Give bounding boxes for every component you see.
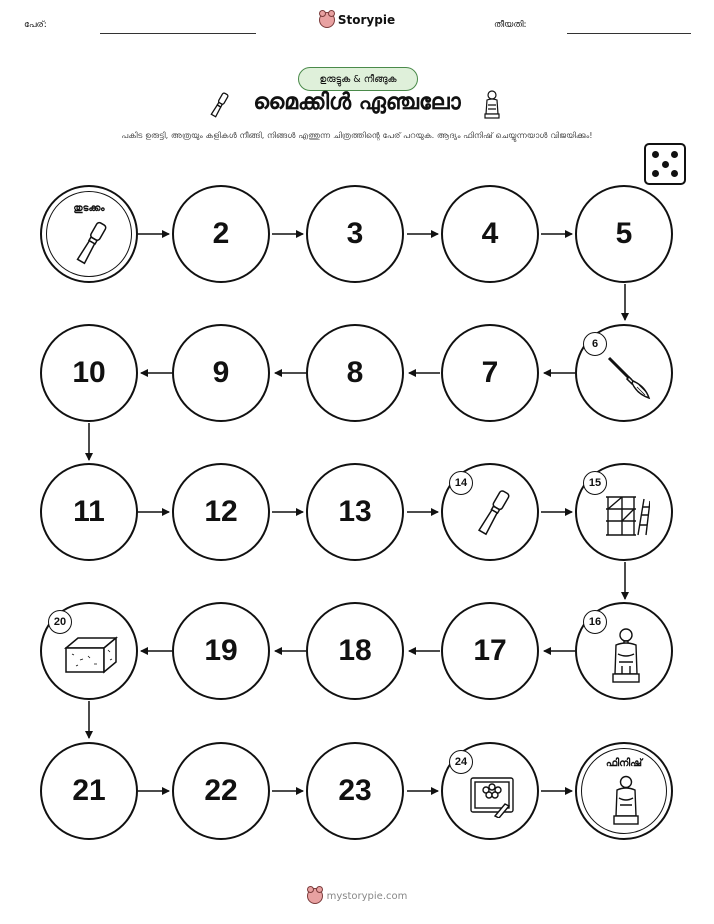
paintbrush-icon bbox=[603, 352, 653, 402]
board-space-10 bbox=[40, 324, 138, 422]
board-space-18 bbox=[306, 602, 404, 700]
bear-logo-icon bbox=[307, 888, 323, 904]
brand-name: Storypie bbox=[337, 13, 396, 27]
board-space-16 bbox=[575, 602, 673, 700]
board-space-17 bbox=[441, 602, 539, 700]
board-space-9 bbox=[172, 324, 270, 422]
space-number: 2 bbox=[212, 217, 230, 250]
space-number: 23 bbox=[338, 774, 372, 807]
board-space-20 bbox=[40, 602, 138, 700]
scaffold-icon bbox=[604, 491, 650, 537]
board-space-13 bbox=[306, 463, 404, 561]
space-badge: 24 bbox=[449, 750, 473, 774]
space-number: 18 bbox=[338, 634, 372, 667]
statue-icon bbox=[610, 626, 642, 686]
board-space-4 bbox=[441, 185, 539, 283]
board-space-start bbox=[40, 185, 138, 283]
space-number: 8 bbox=[346, 356, 364, 389]
space-number: 11 bbox=[73, 495, 105, 528]
space-number: 10 bbox=[72, 356, 106, 389]
board-space-22 bbox=[172, 742, 270, 840]
board-space-8 bbox=[306, 324, 404, 422]
board-space-finish bbox=[575, 742, 673, 840]
bear-logo-icon bbox=[319, 12, 335, 28]
space-badge: 20 bbox=[48, 610, 72, 634]
board-space-7 bbox=[441, 324, 539, 422]
board-space-6 bbox=[575, 324, 673, 422]
space-number: 4 bbox=[481, 217, 499, 250]
fresco-icon bbox=[469, 774, 517, 818]
space-number: 3 bbox=[346, 217, 364, 250]
instructions: പകിട ഉരുട്ടി, അത്രയും കളികൾ നീങ്ങി, നിങ്ങൾ എത്തുന്ന ചിത്രത്തിന്റെ പേര് പറയുക. ആദ്യം ഫിനിഷ് ചെയ്യുന്നയാൾ വിജയിക്കും! bbox=[121, 130, 593, 140]
page-title: മൈക്കിൾ ഏഞ്ചലോ bbox=[253, 90, 461, 115]
space-number: 7 bbox=[481, 356, 499, 389]
date-field[interactable] bbox=[567, 33, 691, 34]
space-badge: 6 bbox=[583, 332, 607, 356]
name-field[interactable] bbox=[100, 33, 256, 34]
game-type-pill: ഉരുട്ടുക & നീങ്ങുക bbox=[298, 67, 418, 91]
brand bbox=[0, 12, 714, 31]
finish-label: ഫിനിഷ് bbox=[605, 758, 643, 769]
space-number: 13 bbox=[338, 495, 372, 528]
space-badge: 15 bbox=[583, 471, 607, 495]
marble-block-icon bbox=[64, 634, 118, 674]
space-badge: 14 bbox=[449, 471, 473, 495]
space-number: 9 bbox=[212, 356, 230, 389]
board-space-14 bbox=[441, 463, 539, 561]
space-number: 5 bbox=[615, 217, 633, 250]
space-number: 12 bbox=[204, 495, 238, 528]
space-number: 17 bbox=[473, 634, 507, 667]
statue-icon bbox=[482, 90, 502, 120]
board-space-15 bbox=[575, 463, 673, 561]
board-space-11 bbox=[40, 463, 138, 561]
name-label: പേര്: bbox=[24, 20, 47, 30]
board-space-21 bbox=[40, 742, 138, 840]
footer bbox=[0, 888, 714, 907]
board-space-2 bbox=[172, 185, 270, 283]
statue-icon bbox=[612, 774, 640, 826]
board-space-5 bbox=[575, 185, 673, 283]
board-space-23 bbox=[306, 742, 404, 840]
space-badge: 16 bbox=[583, 610, 607, 634]
board-space-3 bbox=[306, 185, 404, 283]
start-label: തുടക്കം bbox=[73, 203, 105, 214]
board-space-24 bbox=[441, 742, 539, 840]
dice-icon bbox=[644, 143, 686, 185]
chisel-icon bbox=[473, 487, 513, 541]
board-space-19 bbox=[172, 602, 270, 700]
space-number: 22 bbox=[204, 774, 238, 807]
space-number: 19 bbox=[204, 634, 238, 667]
space-number: 21 bbox=[72, 774, 106, 807]
chisel-icon bbox=[72, 219, 110, 269]
footer-site[interactable]: mystorypie.com bbox=[326, 890, 408, 902]
board-space-12 bbox=[172, 463, 270, 561]
date-label: തീയതി: bbox=[494, 20, 527, 30]
